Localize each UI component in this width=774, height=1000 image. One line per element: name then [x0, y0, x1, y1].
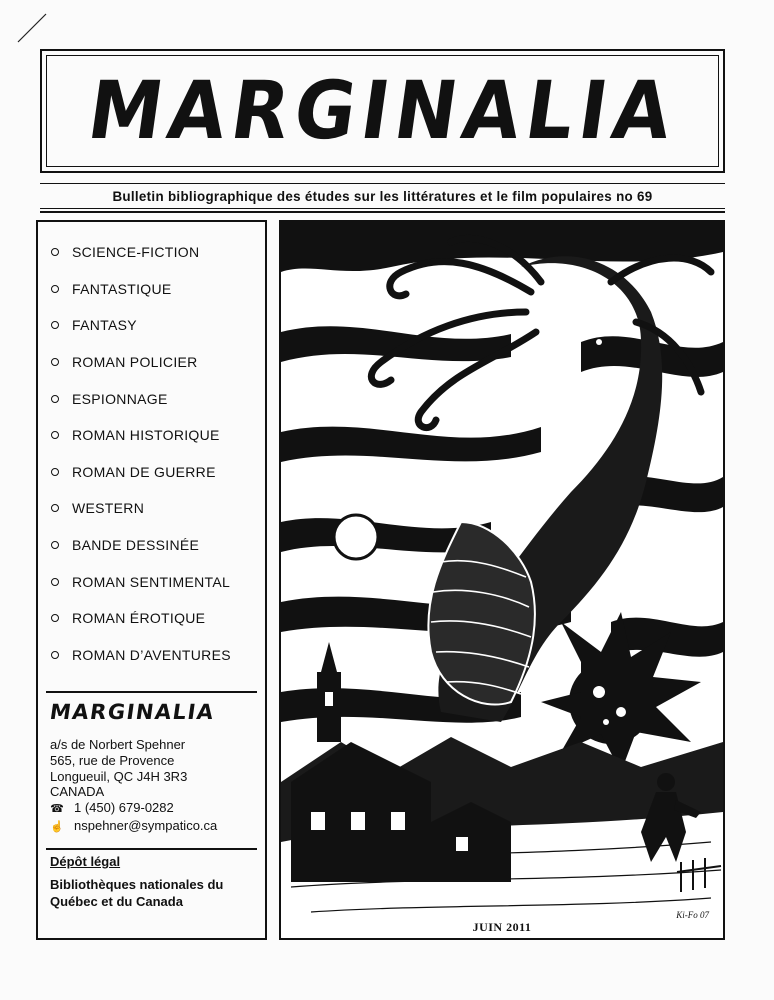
telephone-icon: ☎: [50, 803, 64, 816]
divider: [46, 691, 257, 693]
pen-mark: [14, 10, 50, 46]
email-address: nspehner@sympatico.ca: [74, 817, 218, 833]
address-line: a/s de Norbert Spehner: [50, 737, 186, 752]
genre-item: [38, 344, 265, 381]
genre-item: [38, 527, 265, 564]
genre-label: ROMAN POLICIER: [72, 354, 198, 371]
depot-label: Dépôt légal: [50, 854, 121, 869]
genre-label: FANTASY: [72, 317, 137, 334]
contact-title: MARGINALIA: [48, 700, 217, 724]
genre-label: ROMAN D’AVENTURES: [72, 646, 231, 663]
genre-label: ROMAN HISTORIQUE: [72, 427, 220, 444]
genre-label: FANTASTIQUE: [72, 280, 172, 297]
depot-line: Québec et du Canada: [50, 894, 183, 909]
circle-bullet-icon: [51, 431, 59, 439]
circle-bullet-icon: [51, 321, 59, 329]
subtitle-bar: [40, 183, 725, 213]
circle-bullet-icon: [51, 504, 59, 512]
contact-address: [50, 737, 217, 836]
genre-item: [38, 417, 265, 454]
genre-label: ROMAN SENTIMENTAL: [72, 573, 231, 590]
genre-item: [38, 234, 265, 271]
mouse-pointer-icon: ☝: [50, 820, 64, 833]
circle-bullet-icon: [51, 614, 59, 622]
genre-label: WESTERN: [72, 500, 145, 517]
circle-bullet-icon: [51, 395, 59, 403]
genre-item: [38, 637, 265, 674]
depot-line: Bibliothèques nationales du: [50, 877, 224, 892]
genre-label: BANDE DESSINÉE: [72, 537, 200, 554]
circle-bullet-icon: [51, 468, 59, 476]
genre-item: [38, 380, 265, 417]
genre-item: [38, 271, 265, 308]
masthead-title: MARGINALIA: [82, 64, 683, 158]
bulletin-subtitle: Bulletin bibliographique des études sur les littératures et le film populaires no 69: [112, 189, 653, 204]
cover-illustration: [279, 220, 725, 940]
phone-number: 1 (450) 679-0282: [74, 800, 174, 816]
email-row: [50, 818, 217, 836]
circle-bullet-icon: [51, 541, 59, 549]
depot-text: [50, 876, 223, 910]
genre-item: [38, 307, 265, 344]
genre-item: [38, 490, 265, 527]
issue-date: JUIN 2011: [472, 920, 532, 934]
genre-label: ROMAN DE GUERRE: [72, 463, 216, 480]
circle-bullet-icon: [51, 578, 59, 586]
circle-bullet-icon: [51, 358, 59, 366]
masthead-inner-frame: [46, 55, 719, 167]
address-line: CANADA: [50, 784, 105, 800]
masthead: [40, 49, 725, 173]
genre-label: SCIENCE-FICTION: [72, 244, 200, 261]
genre-list: [38, 234, 265, 673]
artist-signature: Ki-Fo 07: [676, 910, 709, 920]
divider: [46, 848, 257, 850]
genre-label: ESPIONNAGE: [72, 390, 168, 407]
genre-item: [38, 600, 265, 637]
address-line: 565, rue de Provence: [50, 752, 175, 768]
genre-item: [38, 563, 265, 600]
genre-label: ROMAN ÉROTIQUE: [72, 610, 206, 627]
circle-bullet-icon: [51, 651, 59, 659]
circle-bullet-icon: [51, 285, 59, 293]
address-line: Longueuil, QC J4H 3R3: [50, 768, 188, 784]
tentacled-monster-illustration: [281, 222, 723, 938]
sidebar: [36, 220, 267, 940]
phone-row: [50, 800, 217, 818]
genre-item: [38, 454, 265, 491]
circle-bullet-icon: [51, 248, 59, 256]
